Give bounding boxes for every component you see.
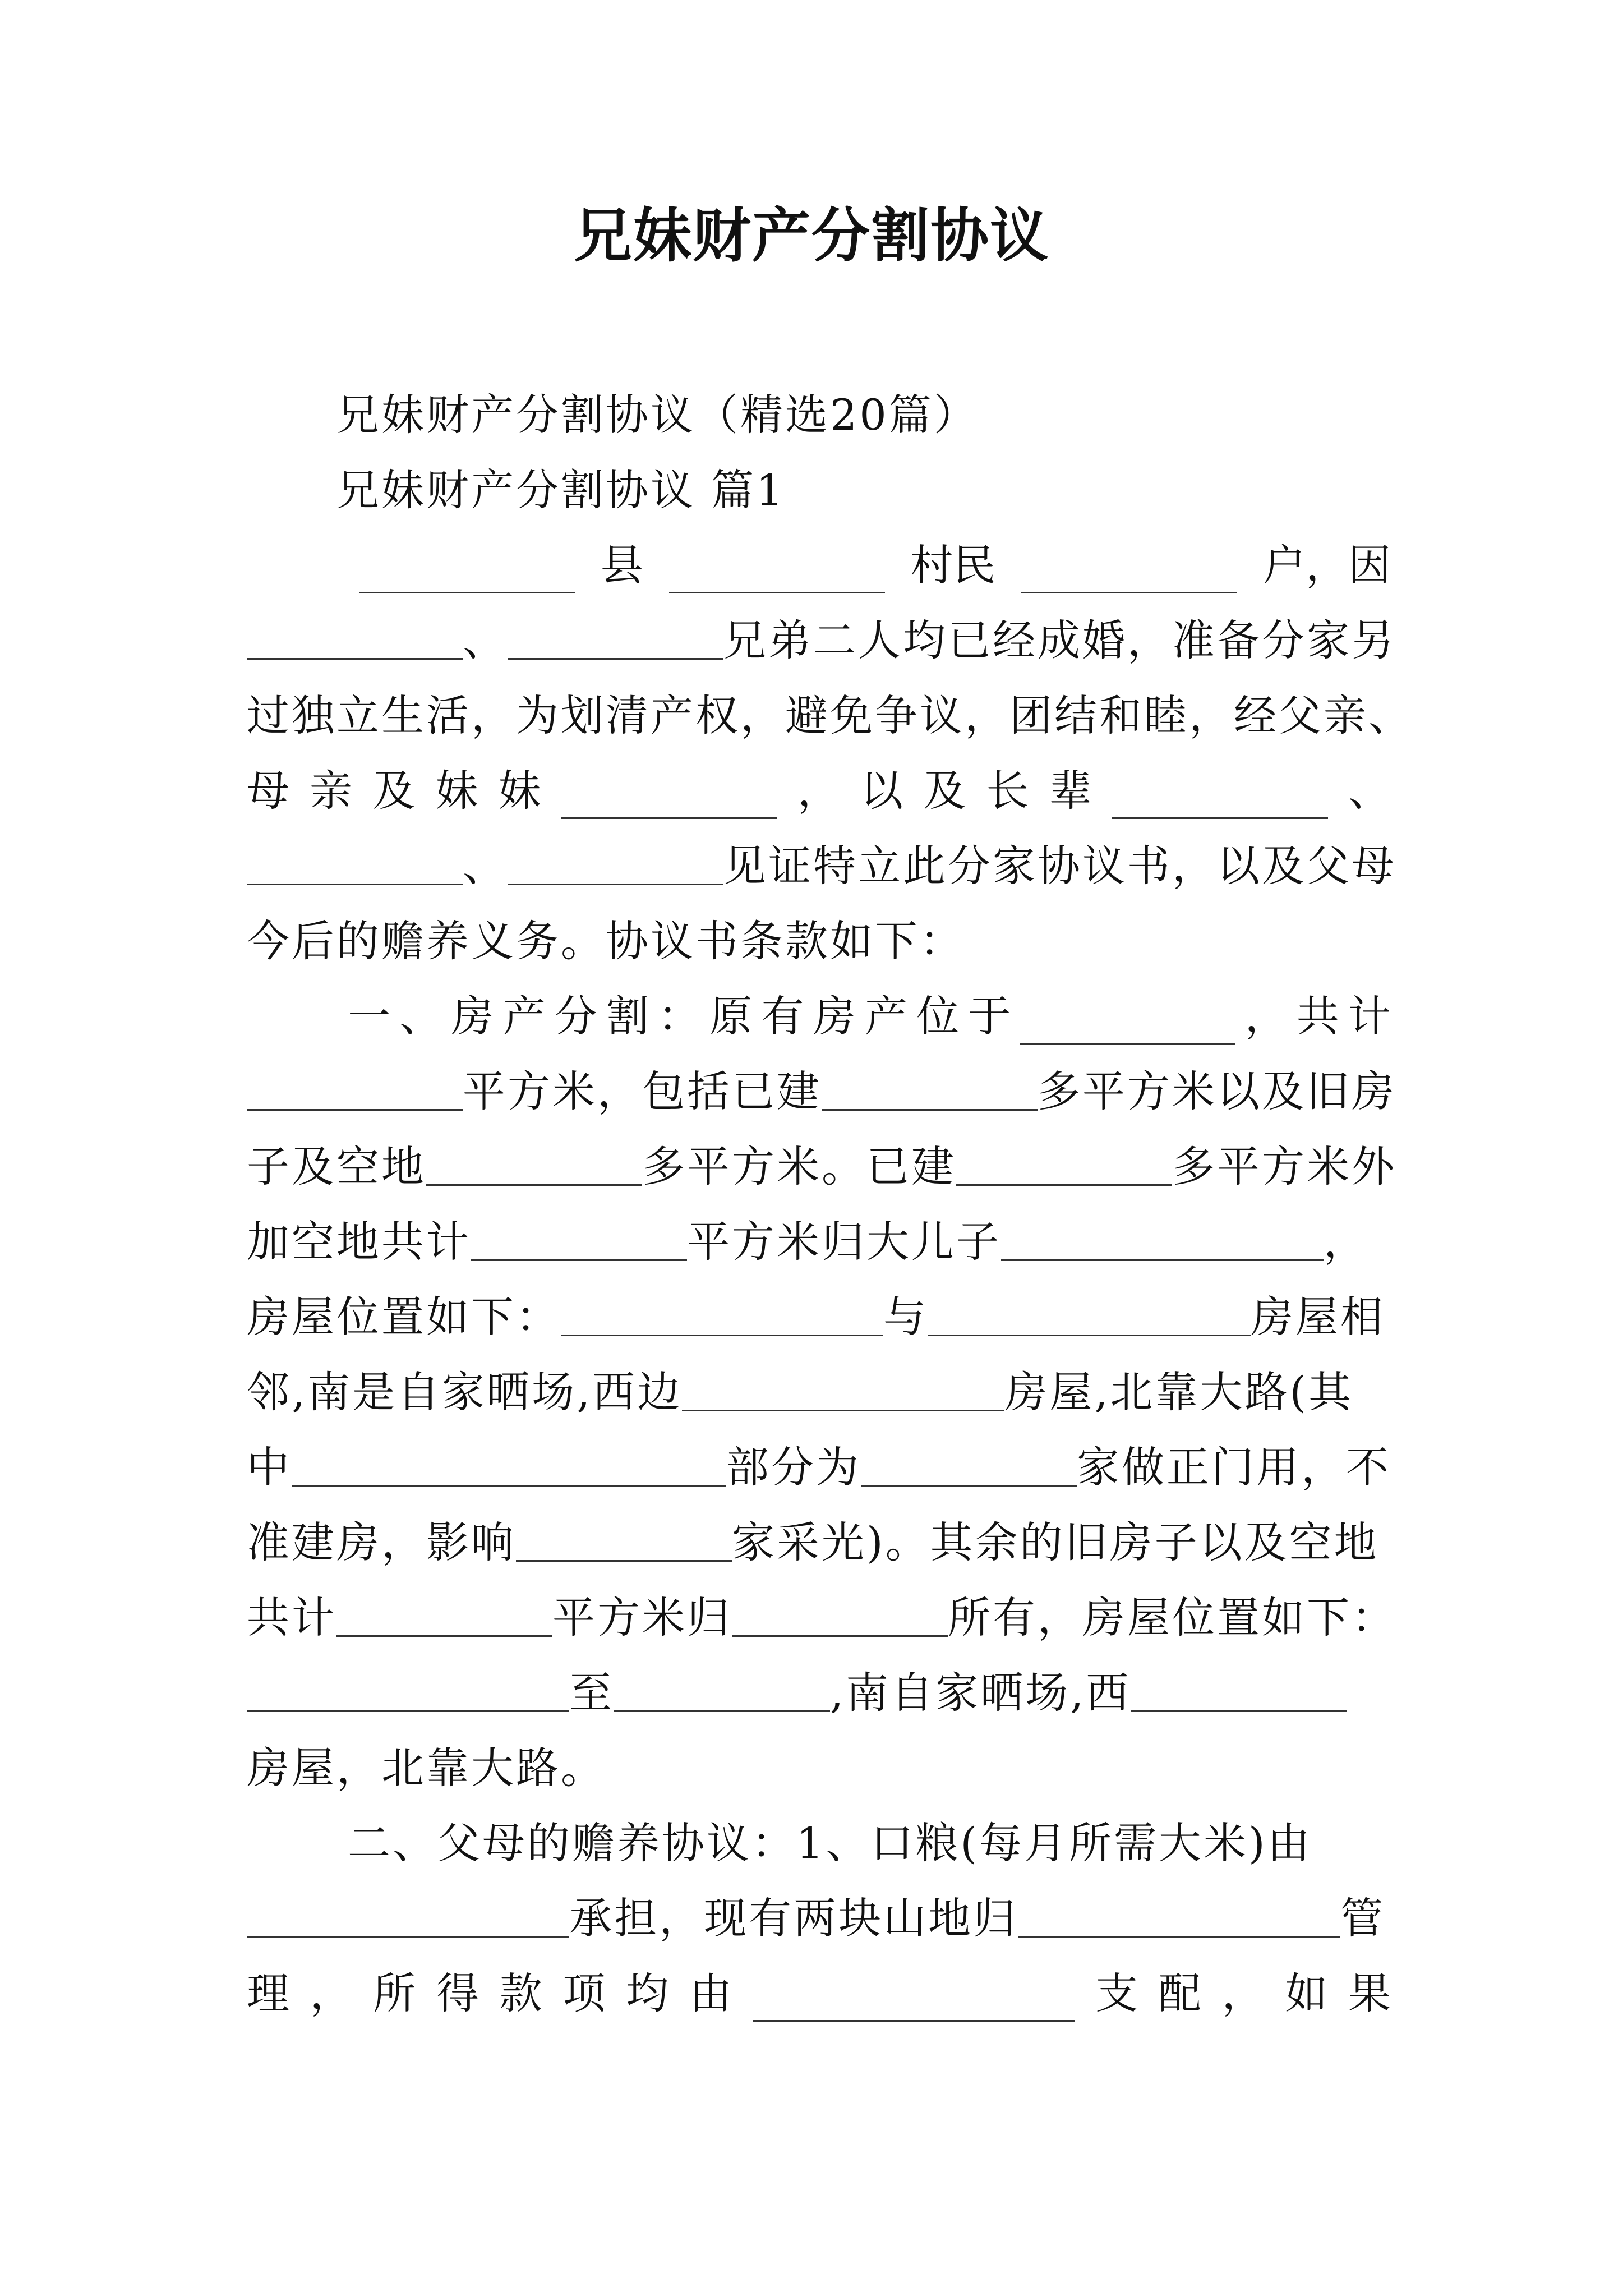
text-segment: 房屋相	[1251, 1292, 1385, 1342]
char: ，	[1244, 991, 1288, 1041]
body-line-17: 房屋，北靠大路。	[247, 1743, 606, 1793]
body-line-5	[247, 832, 1396, 900]
blank-remaining-area	[336, 1590, 552, 1637]
char: 如	[1285, 1968, 1328, 2018]
char: 理	[247, 1968, 289, 2018]
body-line-15	[247, 1584, 1396, 1651]
text-segment: 邻,南是自家晒场,西边	[247, 1367, 683, 1417]
text-separator: 、	[463, 615, 508, 665]
body-line-9	[247, 1133, 1396, 1200]
text-segment: 平方米归	[552, 1593, 732, 1642]
text-villager: 村民	[910, 540, 996, 590]
char: 房	[451, 991, 494, 1041]
char: 均	[626, 1968, 669, 2018]
body-line-2	[247, 607, 1396, 674]
blank-village	[669, 547, 885, 593]
blank-elder-2	[247, 839, 463, 885]
document-title: 兄妹财产分割协议	[573, 201, 1049, 270]
body-line-4	[247, 757, 1391, 825]
blank-sister	[561, 772, 777, 819]
char: 得	[436, 1968, 479, 2018]
body-line-11	[247, 1283, 1391, 1351]
blank-neighbor-2	[928, 1290, 1251, 1336]
blank-brother-2	[508, 613, 723, 660]
text-county: 县	[600, 540, 643, 590]
text-segment: 子及空地	[247, 1142, 426, 1191]
text-segment: 与	[883, 1292, 928, 1342]
char: 妹	[498, 766, 541, 816]
blank-elder-3	[508, 839, 723, 885]
body-line-3: 过独立生活，为划清产权，避免争议，团结和睦，经父亲、	[247, 691, 1413, 740]
char: 计	[1348, 991, 1391, 1041]
text-segment: 家做正门用，不	[1077, 1442, 1391, 1492]
text-segment: 多平方米。已建	[642, 1142, 956, 1191]
blank-funds-controller	[753, 1975, 1075, 2022]
text-segment: 至	[569, 1668, 614, 1718]
blank-total-area	[247, 1064, 463, 1111]
body-line-16	[247, 1659, 1391, 1727]
text-segment: 多平方米外	[1172, 1142, 1396, 1191]
blank-county	[359, 547, 575, 593]
char: 款	[499, 1968, 542, 2018]
text-segment: 部分为	[726, 1442, 861, 1492]
text-segment: 房屋,北靠大路(其	[1004, 1367, 1354, 1417]
body-line-8	[247, 1058, 1396, 1125]
text-segment: 平方米，包括已建	[463, 1066, 822, 1116]
blank-family-light	[516, 1515, 732, 1562]
blank-land-manager	[1018, 1891, 1340, 1938]
char: 、	[1348, 766, 1391, 816]
blank-brother-1	[247, 613, 463, 660]
blank-neighbor-1	[561, 1290, 883, 1336]
blank-family-door	[861, 1440, 1077, 1487]
body-line-6: 今后的赡养义务。协议书条款如下：	[247, 916, 965, 966]
blank-west-2	[1131, 1665, 1347, 1712]
blank-grain-provider	[247, 1891, 569, 1938]
blank-elder-1	[1112, 772, 1328, 819]
char: 产	[502, 991, 546, 1041]
char: 辈	[1049, 766, 1092, 816]
char: 割	[606, 991, 649, 1041]
char: 产	[864, 991, 907, 1041]
text-brothers-married: 兄弟二人均已经成婚，准备分家另	[723, 615, 1396, 665]
text-segment: ，	[1324, 1217, 1368, 1267]
text-segment: 承担，现有两块山地归	[569, 1893, 1018, 1943]
blank-property-location	[1020, 998, 1235, 1045]
body-line-7	[348, 983, 1391, 1050]
body-line-10	[247, 1208, 1391, 1276]
char: 一	[348, 991, 390, 1041]
char: 共	[1296, 991, 1339, 1041]
blank-built-area	[822, 1064, 1038, 1111]
text-segment: 二、父母的赡养协议：1、口粮(每月所需大米)由	[348, 1818, 1312, 1868]
text-segment: 家采光)。其余的旧房子以及空地	[732, 1517, 1379, 1567]
blank-household	[1021, 547, 1237, 593]
text-segment: 平方米归大儿子	[687, 1217, 1001, 1267]
body-line-12	[247, 1359, 1391, 1426]
char: 母	[247, 766, 289, 816]
char: 有	[761, 991, 804, 1041]
char: 原	[709, 991, 753, 1041]
blank-elder-son-name	[1001, 1214, 1324, 1261]
text-separator: 、	[463, 841, 508, 891]
char: ，	[797, 766, 840, 816]
text-household: 户，因	[1262, 540, 1391, 590]
char: 项	[562, 1968, 606, 2018]
text-segment: 中	[247, 1442, 292, 1492]
blank-portion	[292, 1440, 726, 1487]
char: 位	[916, 991, 960, 1041]
char: ，	[1221, 1968, 1265, 2018]
body-line-14	[247, 1509, 1391, 1576]
blank-area-elder-son	[471, 1214, 687, 1261]
char: 房	[813, 991, 856, 1041]
section-heading: 兄妹财产分割协议 篇1	[336, 465, 786, 515]
char: 及	[923, 766, 966, 816]
blank-west-house	[682, 1365, 1004, 1411]
text-segment: 所有，房屋位置如下：	[948, 1593, 1396, 1642]
char: ，	[310, 1968, 353, 2018]
char: 所	[373, 1968, 416, 2018]
text-segment: 房屋位置如下：	[247, 1292, 561, 1342]
blank-from	[247, 1665, 569, 1712]
blank-built-area-2	[956, 1139, 1172, 1186]
body-line-13	[247, 1434, 1391, 1501]
text-segment: 管	[1340, 1893, 1385, 1943]
char: 果	[1348, 1968, 1391, 2018]
body-line-1	[359, 532, 1391, 599]
text-witness: 见证特立此分家协议书，以及父母	[723, 841, 1396, 891]
char: 配	[1158, 1968, 1201, 2018]
text-segment: ,南自家晒场,西	[830, 1668, 1131, 1718]
char: ：	[658, 991, 701, 1041]
body-line-18	[348, 1810, 1391, 1877]
subtitle: 兄妹财产分割协议（精选20篇）	[336, 390, 979, 440]
char: 以	[860, 766, 903, 816]
text-segment: 多平方米以及旧房	[1038, 1066, 1396, 1116]
char: 亲	[310, 766, 353, 816]
blank-remaining-owner	[732, 1590, 948, 1637]
blank-to	[614, 1665, 830, 1712]
blank-land-area	[426, 1139, 642, 1186]
char: 于	[968, 991, 1011, 1041]
char: 妹	[435, 766, 478, 816]
char: 支	[1095, 1968, 1138, 2018]
text-segment: 准建房，影响	[247, 1517, 516, 1567]
char: 、	[399, 991, 442, 1041]
text-segment: 共计	[247, 1593, 336, 1642]
char: 及	[372, 766, 416, 816]
char: 分	[554, 991, 597, 1041]
body-line-19	[247, 1885, 1391, 1952]
text-segment: 加空地共计	[247, 1217, 471, 1267]
body-line-20	[247, 1960, 1391, 2027]
char: 长	[986, 766, 1029, 816]
char: 由	[689, 1968, 732, 2018]
